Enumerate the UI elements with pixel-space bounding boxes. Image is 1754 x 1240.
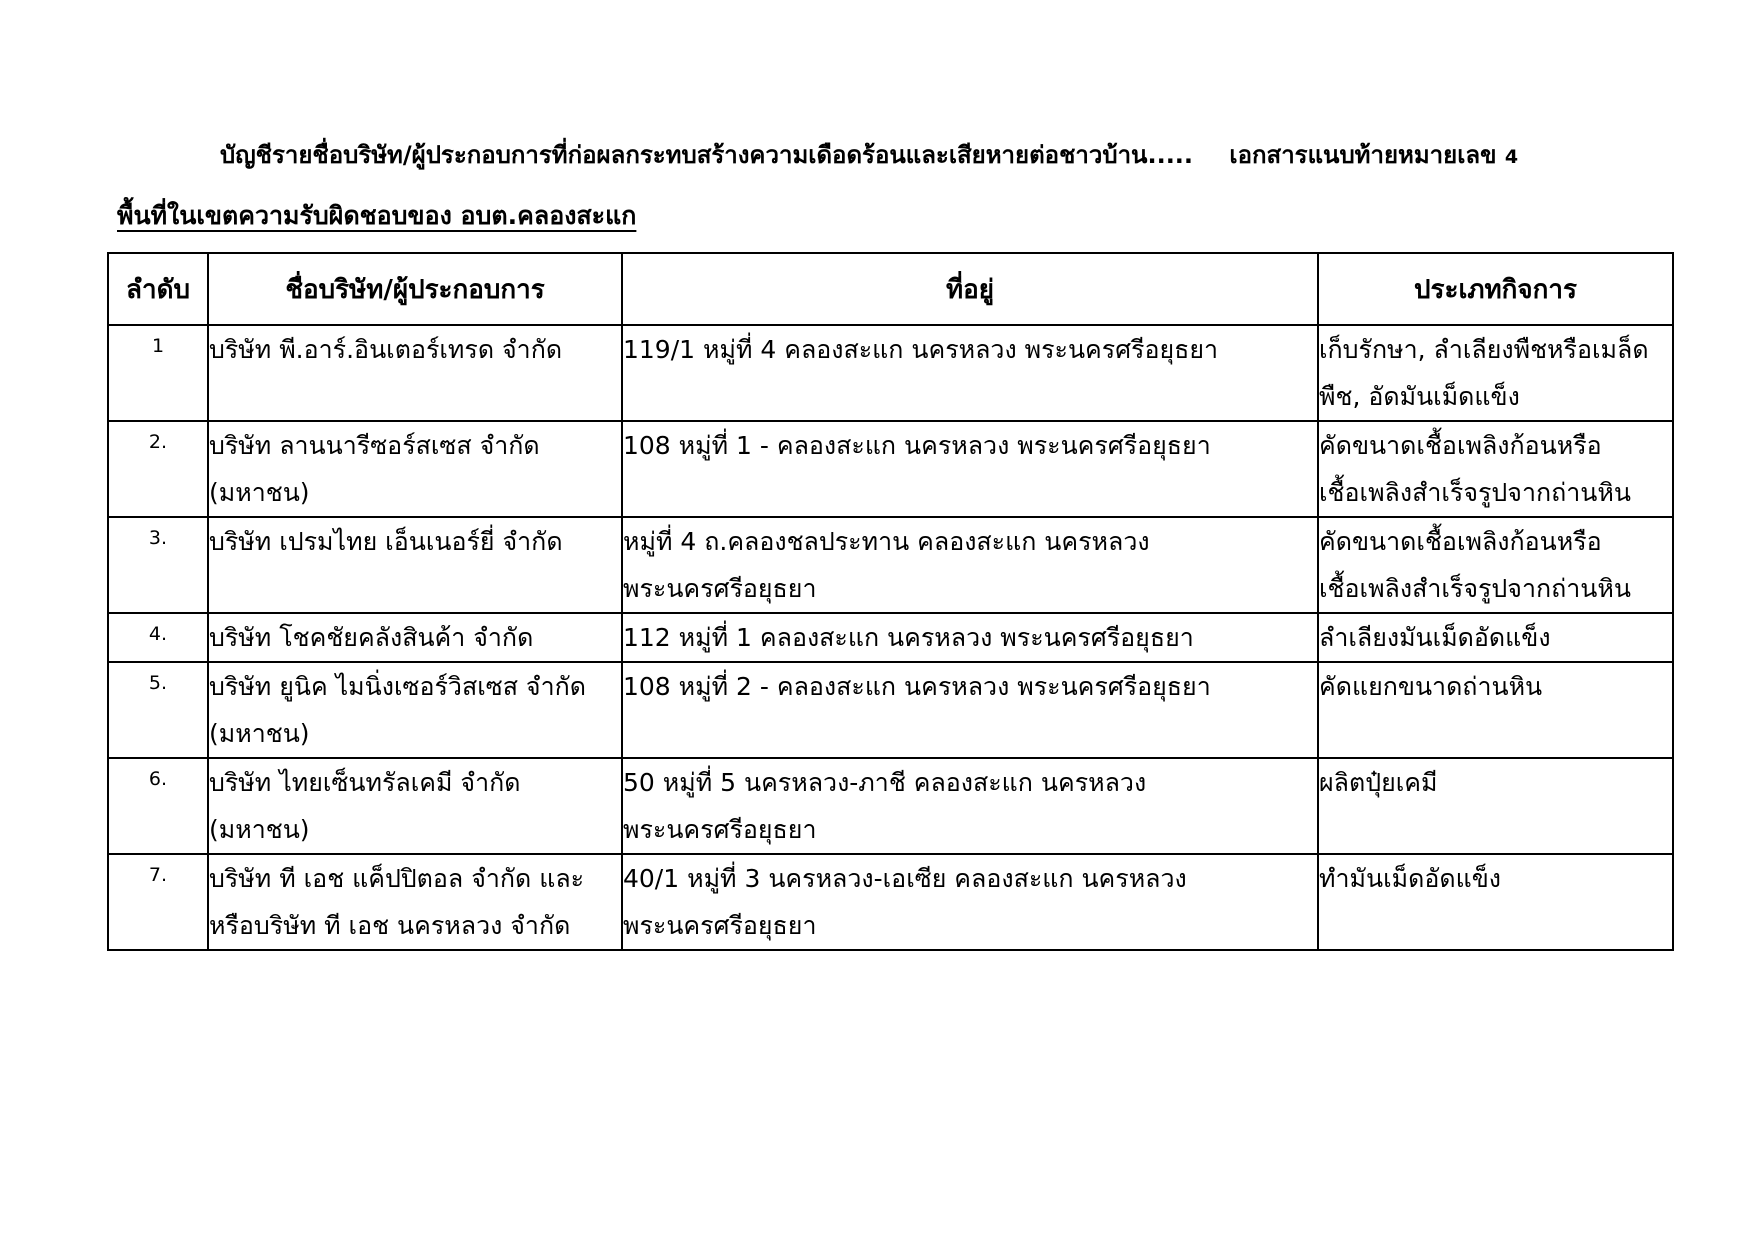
row-number: 7. xyxy=(108,854,208,950)
row-number: 3. xyxy=(108,517,208,613)
address-line: 112 หมู่ที่ 1 คลองสะแก นครหลวง พระนครศรีอยุธยา xyxy=(623,623,1194,652)
company-name-line: (มหาชน) xyxy=(209,478,310,507)
company-name-line: หรือบริษัท ที เอช นครหลวง จำกัด xyxy=(209,911,571,940)
company-name-line: บริษัท เปรมไทย เอ็นเนอร์ยี่ จำกัด xyxy=(209,527,563,556)
area-title: พื้นที่ในเขตความรับผิดชอบของ อบต.คลองสะแก xyxy=(117,201,637,230)
table-row xyxy=(108,758,1673,854)
address-line: พระนครศรีอยุธยา xyxy=(623,911,817,940)
address-line: 108 หมู่ที่ 2 - คลองสะแก นครหลวง พระนครศรีอยุธยา xyxy=(623,672,1211,701)
company-address xyxy=(622,758,1318,854)
company-address xyxy=(622,854,1318,950)
address-line: 40/1 หมู่ที่ 3 นครหลวง-เอเซีย คลองสะแก นครหลวง xyxy=(623,864,1187,893)
address-line: 50 หมู่ที่ 5 นครหลวง-ภาชี คลองสะแก นครหลวง xyxy=(623,768,1147,797)
column-header-type: ประเภทกิจการ xyxy=(1318,253,1673,325)
business-type-line: เชื้อเพลิงสำเร็จรูปจากถ่านหิน xyxy=(1319,478,1631,507)
company-name xyxy=(208,517,622,613)
company-address xyxy=(622,421,1318,517)
document-heading xyxy=(220,133,1640,177)
column-header-name: ชื่อบริษัท/ผู้ประกอบการ xyxy=(208,253,622,325)
business-type-line: คัดขนาดเชื้อเพลิงก้อนหรือ xyxy=(1319,431,1602,460)
company-name xyxy=(208,758,622,854)
business-type xyxy=(1318,613,1673,662)
company-table xyxy=(107,252,1674,951)
column-header-no: ลำดับ xyxy=(108,253,208,325)
row-number: 6. xyxy=(108,758,208,854)
company-name-line: (มหาชน) xyxy=(209,815,310,844)
business-type-line: ทำมันเม็ดอัดแข็ง xyxy=(1319,864,1502,893)
attachment-label: เอกสารแนบท้ายหมายเลข xyxy=(1229,141,1497,169)
table-row xyxy=(108,421,1673,517)
business-type-line: เก็บรักษา, ลำเลียงพืชหรือเมล็ด xyxy=(1319,335,1649,364)
document-title: บัญชีรายชื่อบริษัท/ผู้ประกอบการที่ก่อผลกระทบสร้างความเดือดร้อนและเสียหายต่อชาวบ้าน..... xyxy=(220,141,1194,169)
business-type-line: ลำเลียงมันเม็ดอัดแข็ง xyxy=(1319,623,1551,652)
business-type-line: คัดแยกขนาดถ่านหิน xyxy=(1319,672,1543,701)
business-type-line: คัดขนาดเชื้อเพลิงก้อนหรือ xyxy=(1319,527,1602,556)
company-name-line: บริษัท โชคชัยคลังสินค้า จำกัด xyxy=(209,623,534,652)
company-name-line: บริษัท ยูนิค ไมนิ่งเซอร์วิสเซส จำกัด xyxy=(209,672,586,701)
company-name xyxy=(208,662,622,758)
business-type-line: เชื้อเพลิงสำเร็จรูปจากถ่านหิน xyxy=(1319,574,1631,603)
address-line: พระนครศรีอยุธยา xyxy=(623,815,817,844)
company-name xyxy=(208,325,622,421)
table-row xyxy=(108,613,1673,662)
company-address xyxy=(622,613,1318,662)
company-name xyxy=(208,613,622,662)
business-type xyxy=(1318,662,1673,758)
business-type xyxy=(1318,325,1673,421)
company-name-line: (มหาชน) xyxy=(209,719,310,748)
company-name xyxy=(208,854,622,950)
business-type-line: ผลิตปุ๋ยเคมี xyxy=(1319,768,1438,797)
company-address xyxy=(622,325,1318,421)
company-address xyxy=(622,662,1318,758)
company-name-line: บริษัท พี.อาร์.อินเตอร์เทรด จำกัด xyxy=(209,335,563,364)
table-row xyxy=(108,325,1673,421)
table-row xyxy=(108,854,1673,950)
address-line: 119/1 หมู่ที่ 4 คลองสะแก นครหลวง พระนครศรีอยุธยา xyxy=(623,335,1219,364)
company-name xyxy=(208,421,622,517)
address-line: พระนครศรีอยุธยา xyxy=(623,574,817,603)
attachment-number: 4 xyxy=(1504,146,1519,168)
company-name-line: บริษัท ที เอช แค็ปปิตอล จำกัด และ xyxy=(209,864,585,893)
business-type xyxy=(1318,758,1673,854)
business-type xyxy=(1318,854,1673,950)
row-number: 1 xyxy=(108,325,208,421)
table-row xyxy=(108,662,1673,758)
company-name-line: บริษัท ไทยเซ็นทรัลเคมี จำกัด xyxy=(209,768,521,797)
address-line: 108 หมู่ที่ 1 - คลองสะแก นครหลวง พระนครศรีอยุธยา xyxy=(623,431,1211,460)
company-address xyxy=(622,517,1318,613)
column-header-address: ที่อยู่ xyxy=(622,253,1318,325)
business-type xyxy=(1318,517,1673,613)
table-row xyxy=(108,517,1673,613)
business-type xyxy=(1318,421,1673,517)
row-number: 5. xyxy=(108,662,208,758)
business-type-line: พืช, อัดมันเม็ดแข็ง xyxy=(1319,382,1520,411)
table-header-row xyxy=(108,253,1673,325)
address-line: หมู่ที่ 4 ถ.คลองชลประทาน คลองสะแก นครหลวง xyxy=(623,527,1150,556)
row-number: 2. xyxy=(108,421,208,517)
company-name-line: บริษัท ลานนารีซอร์สเซส จำกัด xyxy=(209,431,540,460)
row-number: 4. xyxy=(108,613,208,662)
